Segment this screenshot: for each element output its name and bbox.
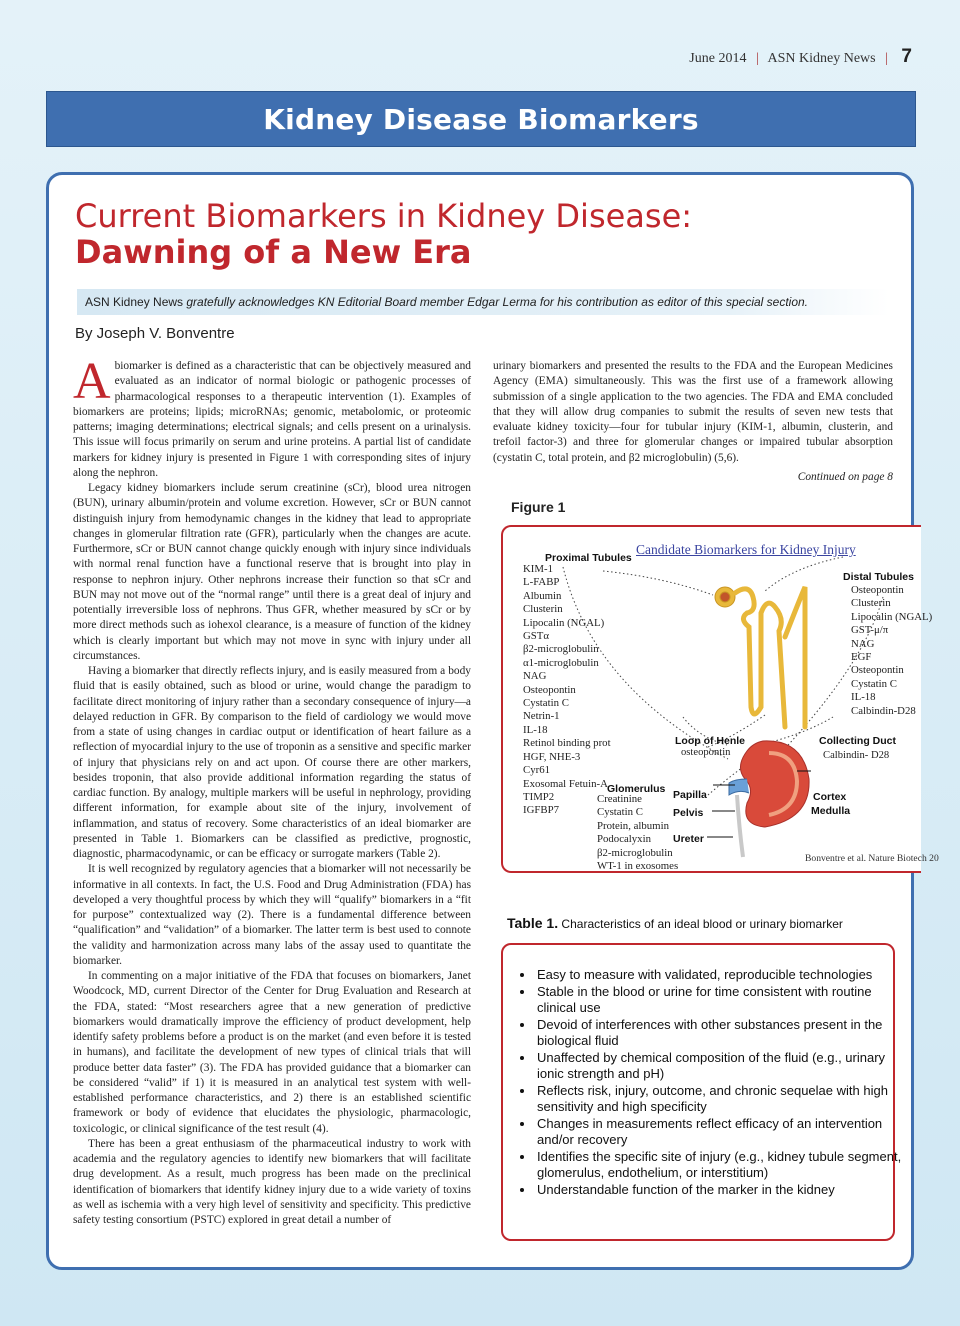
proximal-item: Exosomal Fetuin-A	[523, 777, 608, 790]
proximal-item: Retinol binding prot	[523, 737, 611, 750]
distal-tubules-heading: Distal Tubules	[843, 571, 914, 583]
loop-of-henle-item: osteopontin	[681, 747, 731, 758]
header-separator: |	[755, 51, 759, 66]
papilla-label: Papilla	[673, 789, 707, 801]
ureter-label: Ureter	[673, 833, 704, 845]
page-number: 7	[901, 46, 912, 67]
proximal-item: α1-microglobulin	[523, 656, 599, 669]
ack-text: gratefully acknowledges KN Editorial Board member Edgar Lerma for his contribution as editor of this special section.	[183, 295, 809, 309]
issue-date: June 2014	[689, 51, 747, 66]
list-item: • Identifies the specific site of injury (e.g., kidney tubule segment, glomerulus, endothelium, or interstitium)	[535, 1149, 905, 1182]
table-1	[501, 943, 902, 1241]
proximal-tubules-list	[523, 563, 611, 818]
proximal-item: Clusterin	[523, 603, 563, 616]
paragraph-4: It is well recognized by regulatory agencies that a biomarker will not necessarily be informative in all contexts. In fact, the U.S. Food and Drug Administration (FDA) has developed a very thoughtful process by which they will “qualify” biomarkers in a “fit for purpose” contextualized way (2). There is a fundamental difference between “qualification” and “validation” of a biomarker. The latter term is best used to connote the validity and harmonization across many labs of the assay used to quantitate the biomarker.	[73, 863, 471, 967]
distal-item: Clusterin	[851, 597, 891, 610]
article-title-line2: Dawning of a New Era	[75, 233, 472, 271]
paragraph-1-text: biomarker is defined as a characteristic that can be objectively measured and evaluated as an indicator of normal biologic or pathogenic processes of pharmacological responses to a therapeutic intervention (1). Examples of biomarkers are proteins; lipids; microRNAs; genomic, metabolomic, or proteomic patterns; imaging determinations; electrical signals; and cells present on a urinalysis. This issue will focus primarily on serum and urine proteins. A partial list of candidate markers for kidney injury is presented in Figure 1 with corresponding sites of injury along the nephron.	[73, 360, 471, 479]
list-item: • Understandable function of the marker in the kidney	[535, 1182, 905, 1199]
list-item: • Stable in the blood or urine for time consistent with routine clinical use	[535, 984, 905, 1017]
medulla-label: Medulla	[811, 805, 851, 817]
distal-item: GST-μ/π	[851, 624, 889, 637]
figure-label: Figure 1	[511, 499, 566, 515]
table-number: Table 1.	[507, 915, 559, 931]
proximal-item: Netrin-1	[523, 710, 560, 723]
glomerulus-heading: Glomerulus	[607, 783, 666, 795]
acknowledgement-bar	[77, 289, 889, 315]
list-item: • Reflects risk, injury, outcome, and chronic sequelae with high sensitivity and high specificity	[535, 1083, 905, 1116]
distal-tubules-list	[851, 584, 932, 718]
list-item: • Devoid of interferences with other substances present in the biological fluid	[535, 1017, 905, 1050]
distal-item: Calbindin-D28	[851, 704, 916, 717]
article-card	[46, 172, 939, 1270]
glomerulus-list	[597, 793, 678, 873]
figure-credit: Bonventre et al. Nature Biotech 20	[805, 853, 939, 864]
cortex-label: Cortex	[813, 791, 847, 803]
list-item: • Changes in measurements reflect efficacy of an intervention and/or recovery	[535, 1116, 905, 1149]
paragraph-2: Legacy kidney biomarkers include serum creatinine (sCr), blood urea nitrogen (BUN), urinary albumin/protein and volume excretion. However, sCr or BUN cannot distinguish injury from hemodynamic changes in the kidney that lead to appropriate changes in glomerular filtration rate (GFR), particularly when the changes are acute. Furthermore, sCr or BUN cannot change quickly enough with injury since individuals with normal renal function have a functional reserve that is brought into play in response to nephron injury. Other nephrons increase their function so that sCr and BUN may not move out of the “normal range” until there is a great deal of injury and potentially irreversible loss of nephrons. Thus GFR, whether measured by sCr or by more direct methods such as iohexol clearance, is a measure of function of the kidney which is clearly important but which may not move in sync with injury under all circumstances.	[73, 482, 471, 662]
list-item: • Unaffected by chemical composition of the fluid (e.g., urinary ionic strength and pH)	[535, 1050, 905, 1083]
characteristics-list	[503, 967, 905, 1198]
figure-1	[501, 525, 939, 873]
glomerulus-item: Protein, albumin	[597, 819, 669, 832]
glomerulus-item: β2-microglobulin	[597, 846, 673, 859]
distal-item: Osteopontin	[851, 584, 904, 596]
paragraph-3: Having a biomarker that directly reflects injury, and is easily measured from a body fluid that is easily obtained, such as blood or urine, would change the paradigm to facilitate direct monitoring of injury rather than a secondary consequence of injury—a delayed reduction in GFR. By comparison to the field of cardiology we would move from a state of using changes in cardiac output or identification of heart failure as a reflection of myocardial injury to the use of troponin as a sensitive and specific marker of injury that physicians rely on and act upon. Of course there are other markers, besides troponin, that also provide additional information regarding the status of cardiac function. By analogy, multiple markers will be useful in nephrology, providing different information, for example about site of the injury, involvement of inflammation, and status of recovery. Some characteristics of an ideal biomarker are presented in Table 1. Biomarkers can be classified as predictive, prognostic, diagnostic, pharmacodynamic, or can be efficacy or surrogate markers (Table 2).	[73, 665, 471, 860]
proximal-item: Cyr61	[523, 764, 550, 777]
ack-publication: ASN Kidney News	[85, 295, 184, 309]
distal-item: Osteopontin	[851, 664, 904, 677]
glomerulus-item: Creatinine	[597, 793, 642, 805]
right-paragraph: urinary biomarkers and presented the results to the FDA and the European Medicines Agency (EMA) simultaneously. This was the first use of a framework allowing submission of a single application to the two agencies. The FDA and EMA concluded that they will allow drug companies to submit the results of seven new tests that evaluate kidney toxicity—four for tubular injury (KIM-1, albumin, clusterin, and trefoil factor-3) and three for glomerular changes or impaired tubular absorption (cystatin C, total protein, and β2 microglobulin) (5,6).	[493, 360, 893, 464]
paragraph-5: In commenting on a major initiative of the FDA that focuses on biomarkers, Janet Woodcock, MD, current Director of the Center for Drug Evaluation and Research at the FDA, stated: “Most researchers agree that a new generation of predictive biomarkers would dramatically improve the efficiency of product development, help identify safety problems before a product is on the market (and even before it is tested in humans), and facilitate the development of new types of clinical trials that will produce better data faster” (3). The FDA has provided guidance that a biomarker can be considered “valid” if 1) it is measured in an analytical test system with well-established performance characteristics, and 2) there is an established scientific framework or body of evidence that elucidates the physiologic, pharmacologic, toxicologic, or clinical significance of the test result (4).	[73, 970, 471, 1135]
table-caption: Characteristics of an ideal blood or urinary biomarker	[558, 917, 843, 931]
list-item: • Easy to measure with validated, reproducible technologies	[535, 967, 905, 984]
section-title: Kidney Disease Biomarkers	[263, 102, 699, 136]
glomerulus-item: WT-1 in exosomes	[597, 860, 679, 873]
running-header	[689, 46, 912, 68]
paragraph-1	[73, 353, 471, 481]
nephron-tubule	[715, 587, 805, 727]
proximal-item: GSTα	[523, 630, 550, 643]
proximal-item: Lipocalin (NGAL)	[523, 616, 605, 629]
proximal-item: HGF, NHE-3	[523, 750, 581, 763]
figure-title: Candidate Biomarkers for Kidney Injury	[636, 542, 856, 557]
proximal-item: KIM-1	[523, 563, 553, 575]
distal-item: NAG	[851, 637, 875, 650]
publication-name: ASN Kidney News	[767, 51, 876, 66]
proximal-item: TIMP2	[523, 790, 555, 803]
proximal-item: L-FABP	[523, 576, 560, 589]
header-separator-2: |	[885, 51, 888, 66]
byline: By Joseph V. Bonventre	[75, 325, 235, 342]
proximal-item: NAG	[523, 670, 547, 683]
glomerulus-item: Podocalyxin	[597, 833, 651, 846]
collecting-duct-heading: Collecting Duct	[819, 735, 897, 747]
left-column	[73, 353, 471, 1228]
distal-item: EGF	[851, 651, 872, 664]
proximal-item: β2-microglobulin	[523, 643, 599, 656]
continued-link[interactable]: Continued on page 8	[797, 470, 893, 483]
right-column	[493, 359, 893, 485]
drop-cap: A	[73, 353, 111, 410]
proximal-item: IGFBP7	[523, 804, 560, 817]
section-banner	[46, 91, 916, 147]
pelvis-label: Pelvis	[673, 807, 704, 819]
proximal-item: Osteopontin	[523, 683, 576, 696]
article-title-line1: Current Biomarkers in Kidney Disease:	[75, 197, 693, 235]
paragraph-6: There has been a great enthusiasm of the pharmaceutical industry to work with academia and the regulatory agencies to identify new biomarkers that will facilitate drug development. As a result, much progress has been made on the preclinical identification of biomarkers that identify kidney injury due to a wide variety of toxins as well as ischemia with a very high level of sensitivity and specificity. This predictive safety testing consortium (PSTC) explored in great detail a number of	[73, 1137, 471, 1226]
collecting-duct-item: Calbindin- D28	[823, 750, 890, 761]
proximal-item: IL-18	[523, 723, 548, 736]
proximal-tubules-heading: Proximal Tubules	[545, 552, 632, 564]
proximal-item: Cystatin C	[523, 697, 569, 710]
table-label	[507, 915, 843, 931]
proximal-item: Albumin	[523, 589, 562, 602]
glomerulus-item: Cystatin C	[597, 806, 643, 819]
distal-item: Lipocalin (NGAL)	[851, 610, 933, 623]
kidney-drawing	[729, 741, 809, 857]
distal-item: IL-18	[851, 691, 876, 704]
distal-item: Cystatin C	[851, 677, 897, 690]
loop-of-henle-heading: Loop of Henle	[675, 735, 745, 747]
